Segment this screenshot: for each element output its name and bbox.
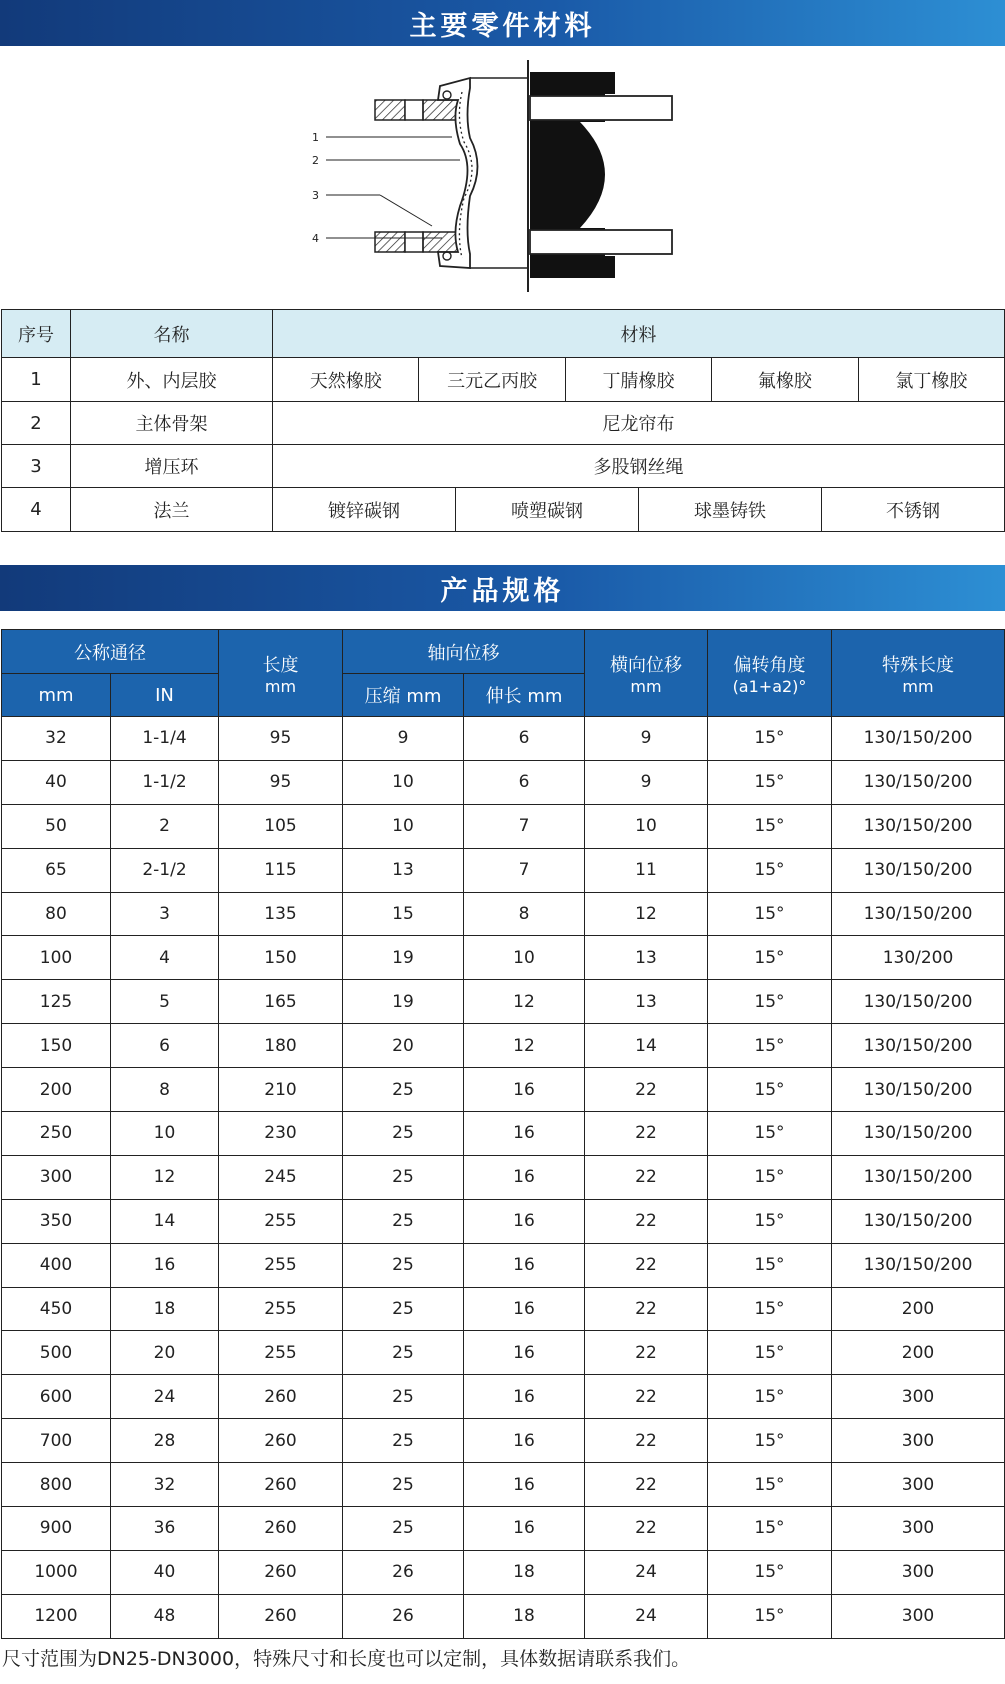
- spec-cell: 16: [464, 1199, 585, 1243]
- table-row: [2, 936, 1005, 980]
- spec-cell: 15°: [708, 1419, 832, 1463]
- spec-cell: 16: [464, 1463, 585, 1507]
- header-lateral: 横向位移 mm: [585, 630, 708, 717]
- spec-cell: 18: [464, 1550, 585, 1594]
- spec-cell: 100: [2, 936, 111, 980]
- table-row: [2, 1287, 1005, 1331]
- spec-cell: 255: [219, 1243, 343, 1287]
- col-header-name: 名称: [71, 310, 273, 358]
- spec-cell: 180: [219, 1024, 343, 1068]
- spec-cell: 25: [343, 1199, 464, 1243]
- spec-cell: 165: [219, 980, 343, 1024]
- flange-top-hatch: [375, 100, 405, 120]
- spec-cell: 24: [585, 1594, 708, 1638]
- spec-cell: 15°: [708, 892, 832, 936]
- header-angle: 偏转角度 (a1+a2)°: [708, 630, 832, 717]
- table-row: 4 法兰 镀锌碳钢 喷塑碳钢 球墨铸铁 不锈钢: [2, 488, 1005, 532]
- spec-cell: 12: [585, 892, 708, 936]
- spec-cell: 15°: [708, 760, 832, 804]
- spec-cell: 260: [219, 1463, 343, 1507]
- flange-top-right: [530, 96, 672, 120]
- table-row: [2, 1199, 1005, 1243]
- spec-cell: 16: [464, 1331, 585, 1375]
- spec-cell: 15°: [708, 717, 832, 761]
- spec-cell: 260: [219, 1507, 343, 1551]
- spec-cell: 130/150/200: [832, 1068, 1005, 1112]
- spec-cell: 10: [343, 760, 464, 804]
- spec-cell: 10: [464, 936, 585, 980]
- table-row: [2, 1463, 1005, 1507]
- spec-cell: 22: [585, 1112, 708, 1156]
- spec-cell: 15°: [708, 1375, 832, 1419]
- header-extend: 伸长 mm: [464, 674, 585, 717]
- spec-cell: 15°: [708, 1594, 832, 1638]
- spec-cell: 12: [111, 1155, 219, 1199]
- spec-cell: 25: [343, 1287, 464, 1331]
- spec-cell: 230: [219, 1112, 343, 1156]
- spec-cell: 16: [464, 1287, 585, 1331]
- spec-cell: 22: [585, 1243, 708, 1287]
- spec-cell: 15°: [708, 1507, 832, 1551]
- table-row: [2, 848, 1005, 892]
- spec-cell: 255: [219, 1199, 343, 1243]
- spec-cell: 18: [111, 1287, 219, 1331]
- table-row: 2 主体骨架 尼龙帘布: [2, 402, 1005, 445]
- material-cell: 不锈钢: [886, 500, 941, 522]
- spec-cell: 22: [585, 1331, 708, 1375]
- flange-bottom-hatch: [375, 232, 405, 252]
- table-row: [2, 1243, 1005, 1287]
- spec-cell: 9: [585, 717, 708, 761]
- spec-cell: 22: [585, 1068, 708, 1112]
- flange-top-bolt: [405, 100, 423, 120]
- spec-cell: 135: [219, 892, 343, 936]
- spec-cell: 130/150/200: [832, 717, 1005, 761]
- spec-cell: 130/150/200: [832, 760, 1005, 804]
- spec-cell: 19: [343, 936, 464, 980]
- spec-cell: 245: [219, 1155, 343, 1199]
- spec-cell: 18: [464, 1594, 585, 1638]
- spec-cell: 130/150/200: [832, 980, 1005, 1024]
- table-row: [2, 1112, 1005, 1156]
- spec-cell: 95: [219, 717, 343, 761]
- spec-cell: 255: [219, 1287, 343, 1331]
- table-row: [2, 980, 1005, 1024]
- spec-cell: 150: [2, 1024, 111, 1068]
- spec-cell: 115: [219, 848, 343, 892]
- spec-cell: 5: [111, 980, 219, 1024]
- spec-cell: 7: [464, 848, 585, 892]
- spec-cell: 12: [464, 1024, 585, 1068]
- spec-cell: 15°: [708, 936, 832, 980]
- spec-cell: 9: [343, 717, 464, 761]
- material-cell: 天然橡胶: [273, 358, 419, 401]
- header-axial: 轴向位移: [343, 630, 585, 674]
- col-header-index: 序号: [2, 310, 71, 358]
- spec-cell: 300: [832, 1594, 1005, 1638]
- spec-cell: 16: [464, 1375, 585, 1419]
- spec-cell: 130/150/200: [832, 1155, 1005, 1199]
- material-cell: 镀锌碳钢: [273, 488, 456, 531]
- table-row: [2, 1419, 1005, 1463]
- spec-cell: 200: [832, 1331, 1005, 1375]
- section-title-materials: 主要零件材料: [0, 0, 1005, 46]
- flange-top-hatch-2: [423, 100, 458, 120]
- spec-cell: 15°: [708, 1550, 832, 1594]
- spec-cell: 25: [343, 1419, 464, 1463]
- specs-table: [1, 629, 1005, 1639]
- table-row: 1 外、内层胶 天然橡胶 三元乙丙胶 丁腈橡胶 氟橡胶 氯丁橡胶: [2, 358, 1005, 402]
- spec-cell: 125: [2, 980, 111, 1024]
- spec-cell: 15°: [708, 1331, 832, 1375]
- spec-cell: 260: [219, 1419, 343, 1463]
- spec-cell: 300: [832, 1550, 1005, 1594]
- spec-cell: 10: [111, 1112, 219, 1156]
- table-row: [2, 1550, 1005, 1594]
- spec-cell: 7: [464, 804, 585, 848]
- footnote: 尺寸范围为DN25-DN3000，特殊尺寸和长度也可以定制，具体数据请联系我们。: [2, 1648, 691, 1670]
- spec-cell: 25: [343, 1331, 464, 1375]
- spec-cell: 400: [2, 1243, 111, 1287]
- spec-cell: 32: [2, 717, 111, 761]
- spec-cell: 500: [2, 1331, 111, 1375]
- spec-cell: 11: [585, 848, 708, 892]
- spec-cell: 15°: [708, 1112, 832, 1156]
- spec-cell: 36: [111, 1507, 219, 1551]
- spec-cell: 130/150/200: [832, 1112, 1005, 1156]
- spec-cell: 15°: [708, 980, 832, 1024]
- spec-cell: 40: [111, 1550, 219, 1594]
- section-title-specs: 产品规格: [0, 565, 1005, 611]
- material-cell: 氯丁橡胶: [895, 370, 968, 392]
- spec-cell: 24: [111, 1375, 219, 1419]
- spec-cell: 26: [343, 1594, 464, 1638]
- header-in: IN: [111, 674, 219, 717]
- spec-cell: 130/150/200: [832, 892, 1005, 936]
- materials-table: [1, 309, 1005, 532]
- spec-cell: 130/150/200: [832, 1199, 1005, 1243]
- spec-cell: 16: [464, 1507, 585, 1551]
- spec-cell: 22: [585, 1463, 708, 1507]
- table-row: [2, 717, 1005, 761]
- spec-cell: 24: [585, 1550, 708, 1594]
- spec-cell: 15°: [708, 1024, 832, 1068]
- spec-cell: 300: [832, 1375, 1005, 1419]
- spec-cell: 2-1/2: [111, 848, 219, 892]
- material-cell: 尼龙帘布: [273, 402, 1005, 445]
- spec-cell: 6: [111, 1024, 219, 1068]
- spec-cell: 14: [111, 1199, 219, 1243]
- table-row: [2, 892, 1005, 936]
- flange-bottom-bolt: [405, 232, 423, 252]
- material-cell: 丁腈橡胶: [566, 358, 712, 401]
- spec-cell: 16: [464, 1155, 585, 1199]
- rubber-joint-diagram: [310, 56, 700, 296]
- spec-cell: 13: [585, 980, 708, 1024]
- spec-cell: 15°: [708, 1287, 832, 1331]
- spec-cell: 8: [111, 1068, 219, 1112]
- spec-cell: 1-1/2: [111, 760, 219, 804]
- table-row: [2, 1024, 1005, 1068]
- spec-cell: 260: [219, 1375, 343, 1419]
- header-length: 长度 mm: [219, 630, 343, 717]
- spec-cell: 250: [2, 1112, 111, 1156]
- spec-cell: 25: [343, 1155, 464, 1199]
- spec-cell: 16: [111, 1243, 219, 1287]
- spec-cell: 6: [464, 760, 585, 804]
- spec-cell: 15°: [708, 804, 832, 848]
- spec-cell: 22: [585, 1287, 708, 1331]
- spec-cell: 2: [111, 804, 219, 848]
- spec-cell: 15: [343, 892, 464, 936]
- table-row: [2, 1507, 1005, 1551]
- diagram-label-3: 3: [312, 189, 319, 202]
- spec-cell: 13: [343, 848, 464, 892]
- spec-cell: 300: [832, 1419, 1005, 1463]
- spec-cell: 450: [2, 1287, 111, 1331]
- spec-cell: 13: [585, 936, 708, 980]
- spec-cell: 300: [2, 1155, 111, 1199]
- material-cell: 喷塑碳钢: [456, 488, 639, 531]
- spec-cell: 1-1/4: [111, 717, 219, 761]
- flange-bottom-hatch-2: [423, 232, 458, 252]
- material-cell: 球墨铸铁: [639, 488, 822, 531]
- spec-cell: 8: [464, 892, 585, 936]
- spec-cell: 900: [2, 1507, 111, 1551]
- spec-cell: 16: [464, 1068, 585, 1112]
- table-row: [2, 1594, 1005, 1638]
- spec-cell: 130/150/200: [832, 848, 1005, 892]
- header-compress: 压缩 mm: [343, 674, 464, 717]
- diagram-label-1: 1: [312, 131, 319, 144]
- spec-cell: 105: [219, 804, 343, 848]
- spec-cell: 32: [111, 1463, 219, 1507]
- spec-cell: 25: [343, 1068, 464, 1112]
- spec-cell: 19: [343, 980, 464, 1024]
- spec-cell: 25: [343, 1375, 464, 1419]
- spec-cell: 22: [585, 1155, 708, 1199]
- spec-cell: 25: [343, 1112, 464, 1156]
- spec-cell: 10: [585, 804, 708, 848]
- header-mm: mm: [2, 674, 111, 717]
- spec-cell: 22: [585, 1507, 708, 1551]
- spec-cell: 15°: [708, 1199, 832, 1243]
- spec-cell: 150: [219, 936, 343, 980]
- spec-cell: 1200: [2, 1594, 111, 1638]
- spec-cell: 4: [111, 936, 219, 980]
- spec-cell: 130/150/200: [832, 1243, 1005, 1287]
- table-row: [2, 1068, 1005, 1112]
- spec-cell: 15°: [708, 1068, 832, 1112]
- flange-bottom-right: [530, 230, 672, 254]
- spec-cell: 40: [2, 760, 111, 804]
- spec-cell: 10: [343, 804, 464, 848]
- spec-cell: 12: [464, 980, 585, 1024]
- spec-cell: 3: [111, 892, 219, 936]
- spec-cell: 300: [832, 1507, 1005, 1551]
- header-nominal: 公称通径: [2, 630, 219, 674]
- spec-cell: 210: [219, 1068, 343, 1112]
- spec-cell: 50: [2, 804, 111, 848]
- spec-cell: 16: [464, 1112, 585, 1156]
- spec-cell: 22: [585, 1419, 708, 1463]
- spec-cell: 15°: [708, 848, 832, 892]
- spec-cell: 22: [585, 1375, 708, 1419]
- col-header-material: 材料: [273, 310, 1005, 358]
- spec-cell: 255: [219, 1331, 343, 1375]
- spec-cell: 65: [2, 848, 111, 892]
- spec-cell: 200: [832, 1287, 1005, 1331]
- spec-cell: 200: [2, 1068, 111, 1112]
- spec-cell: 9: [585, 760, 708, 804]
- table-row: [2, 1331, 1005, 1375]
- spec-cell: 25: [343, 1463, 464, 1507]
- spec-cell: 260: [219, 1550, 343, 1594]
- spec-cell: 700: [2, 1419, 111, 1463]
- spec-cell: 15°: [708, 1155, 832, 1199]
- diagram-label-4: 4: [312, 232, 319, 245]
- table-row: [2, 804, 1005, 848]
- table-row: 3 增压环 多股钢丝绳: [2, 445, 1005, 488]
- spec-cell: 16: [464, 1243, 585, 1287]
- spec-cell: 15°: [708, 1463, 832, 1507]
- spec-cell: 25: [343, 1507, 464, 1551]
- spec-cell: 130/150/200: [832, 804, 1005, 848]
- table-row: [2, 760, 1005, 804]
- spec-cell: 28: [111, 1419, 219, 1463]
- spec-cell: 80: [2, 892, 111, 936]
- spec-cell: 1000: [2, 1550, 111, 1594]
- spec-cell: 800: [2, 1463, 111, 1507]
- material-cell: 氟橡胶: [712, 358, 858, 401]
- spec-cell: 260: [219, 1594, 343, 1638]
- spec-cell: 26: [343, 1550, 464, 1594]
- diagram-label-2: 2: [312, 154, 319, 167]
- spec-cell: 130/150/200: [832, 1024, 1005, 1068]
- spec-cell: 95: [219, 760, 343, 804]
- spec-cell: 14: [585, 1024, 708, 1068]
- spec-cell: 20: [111, 1331, 219, 1375]
- spec-cell: 48: [111, 1594, 219, 1638]
- spec-cell: 600: [2, 1375, 111, 1419]
- header-special: 特殊长度 mm: [832, 630, 1005, 717]
- material-cell: 多股钢丝绳: [273, 445, 1005, 488]
- spec-cell: 350: [2, 1199, 111, 1243]
- spec-cell: 20: [343, 1024, 464, 1068]
- spec-cell: 15°: [708, 1243, 832, 1287]
- spec-cell: 300: [832, 1463, 1005, 1507]
- material-cell: 三元乙丙胶: [419, 358, 565, 401]
- spec-cell: 6: [464, 717, 585, 761]
- spec-cell: 22: [585, 1199, 708, 1243]
- spec-cell: 130/200: [832, 936, 1005, 980]
- table-row: [2, 1155, 1005, 1199]
- spec-cell: 25: [343, 1243, 464, 1287]
- table-row: [2, 1375, 1005, 1419]
- spec-cell: 16: [464, 1419, 585, 1463]
